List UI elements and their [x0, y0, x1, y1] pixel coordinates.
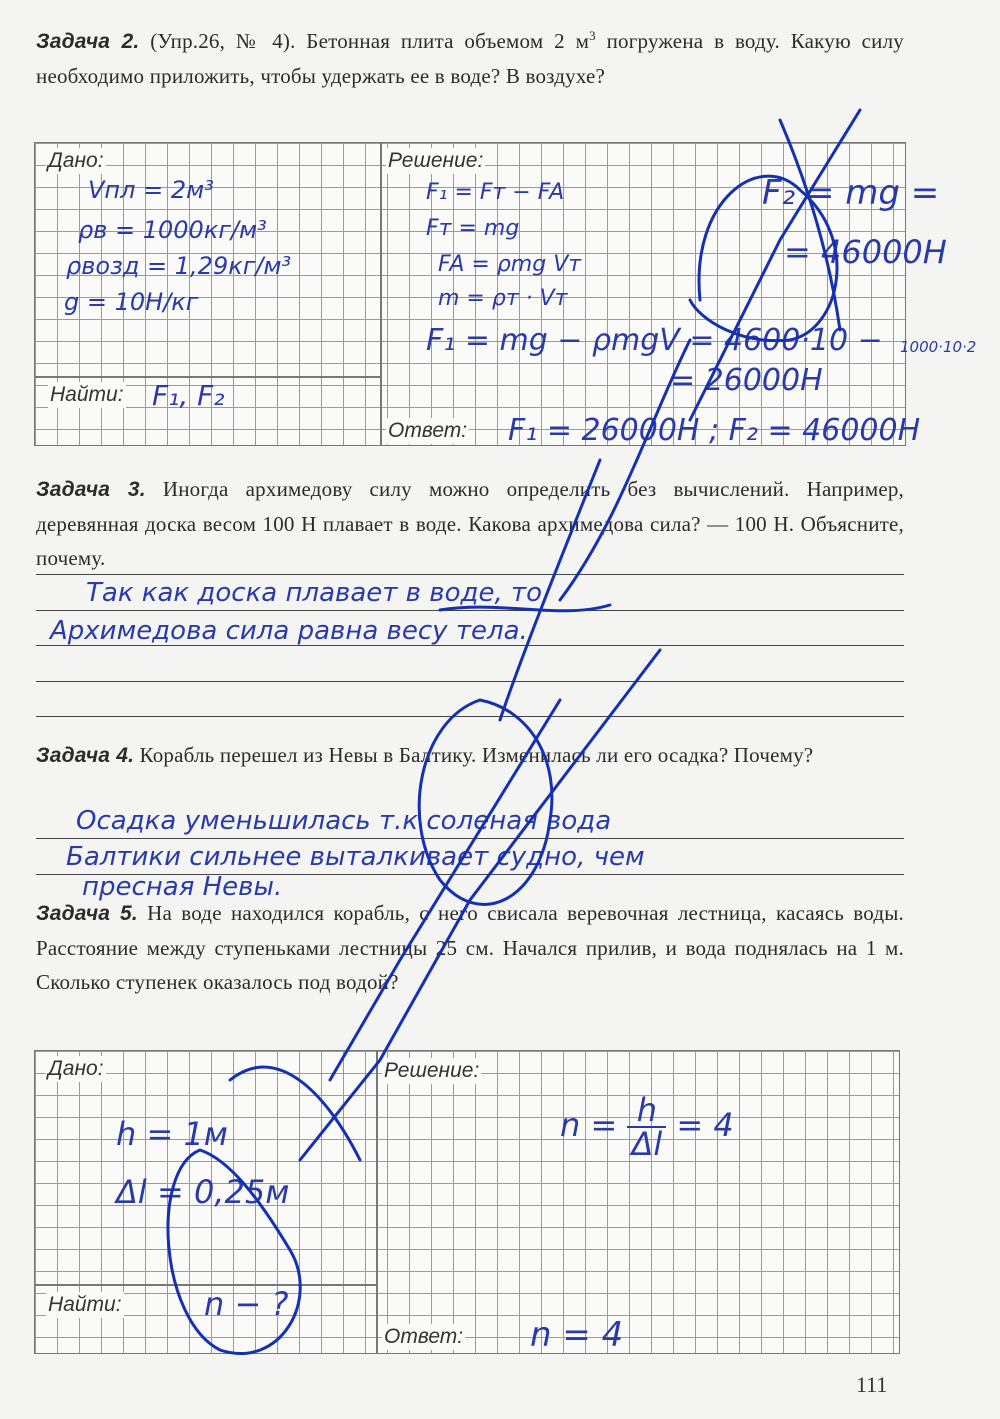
task-4-hw-line-2: Балтики сильнее выталкивает судно, чем: [66, 842, 645, 872]
task-5-otvet-label: Ответ:: [384, 1325, 464, 1348]
task-2-formula-main: F₁ = mg − ρmgV = 4600·10 −: [426, 323, 883, 358]
task-4-statement: Задача 4. Корабль перешел из Невы в Балтику. Изменилась ли его осадка? Почему?: [36, 743, 814, 767]
page-number: 111: [856, 1372, 888, 1397]
task-2-f2-line1: F₂ = mg =: [762, 173, 940, 213]
task-3-hw-line-1: Так как доска плавает в воде, то: [86, 578, 543, 608]
task-2-given-2: ρв = 1000кг/м³: [78, 216, 267, 244]
task-3-rule-5: [36, 716, 904, 717]
task-5-dano-label: Дано:: [48, 1057, 104, 1080]
task-2-f2-line2: = 46000Н: [784, 233, 947, 271]
task-3-hw-line-2: Архимедова сила равна весу тела.: [50, 616, 528, 646]
task-4-hw-line-1: Осадка уменьшилась т.к соленая вода: [76, 806, 612, 836]
task-5-answer: n = 4: [530, 1315, 624, 1355]
task-3-rule-4: [36, 681, 904, 682]
task-2-reshenie-label: Решение:: [388, 149, 484, 172]
task-2-solution-3: FA = ρmg Vт: [438, 252, 582, 277]
task-2-formula-tail: 1000·10·2: [900, 338, 977, 356]
task-2-given-4: g = 10Н/кг: [64, 288, 199, 316]
task-5-fraction-num: h: [627, 1094, 666, 1128]
task-5-statement: Задача 5. На воде находился корабль, с него свисала веревочная лестница, касаясь воды. Расстояние между ступеньками лестницы 25 см. Начался прилив, и вода поднялась на 1 м. Сколько ступенек оказалось под водой?: [36, 901, 904, 994]
task-2-find-divider: [34, 376, 380, 378]
task-2-statement: Задача 2. (Упр.26, № 4). Бетонная плита объемом 2 $м^3$ погружена в воду. Какую силу необходимо приложить, чтобы удержать ее в воде? В воздухе?: [36, 28, 904, 88]
task-2-given-3: ρвозд = 1,29кг/м³: [66, 252, 292, 280]
task-4-label: Задача 4.: [36, 744, 135, 767]
task-3-statement: Задача 3. Иногда архимедову силу можно определить без вычислений. Например, деревянная доска весом 100 Н плавает в воде. Какова архимедова сила? — 100 Н. Объясните, почему.: [36, 477, 905, 570]
task-2-solution-1: F₁ = Fт − FA: [426, 180, 565, 205]
task-2-naiti-label: Найти:: [50, 383, 124, 406]
task-3-rule-1: [36, 574, 904, 575]
task-2-answer: F₁ = 26000Н ; F₂ = 46000Н: [508, 413, 921, 448]
task-4-rule-1: [36, 838, 904, 839]
task-5-given-1: h = 1м: [116, 1115, 228, 1153]
task-3-rule-2: [36, 610, 904, 611]
task-2-otvet-label: Ответ:: [388, 419, 468, 442]
task-2-dano-label: Дано:: [48, 149, 104, 172]
task-3-label: Задача 3.: [36, 478, 146, 501]
task-5-reshenie-label: Решение:: [384, 1059, 480, 1082]
task-5-divider: [376, 1050, 378, 1354]
task-4-hw-line-3: пресная Невы.: [82, 872, 283, 902]
task-2-given-1: Vпл = 2м³: [88, 176, 214, 204]
task-5-fraction-den: Δl: [631, 1125, 663, 1163]
task-2-formula-result: = 26000Н: [670, 363, 823, 398]
task-5-label: Задача 5.: [36, 902, 138, 925]
task-2-solution-4: m = ρт · Vт: [438, 286, 568, 311]
task-2-divider: [380, 142, 382, 446]
task-5-fraction: [627, 1091, 666, 1163]
task-5-given-2: Δl = 0,25м: [116, 1173, 290, 1211]
task-5-naiti-label: Найти:: [48, 1293, 122, 1316]
task-5-find-value: n − ?: [204, 1285, 289, 1323]
task-5-solution: n = $\frac{h}{\Delta l}$ = 4: [560, 1091, 734, 1163]
task-2-solution-2: Fт = mg: [426, 216, 520, 241]
task-2-label: Задача 2.: [36, 30, 140, 53]
task-2-find-value: F₁, F₂: [152, 379, 225, 412]
